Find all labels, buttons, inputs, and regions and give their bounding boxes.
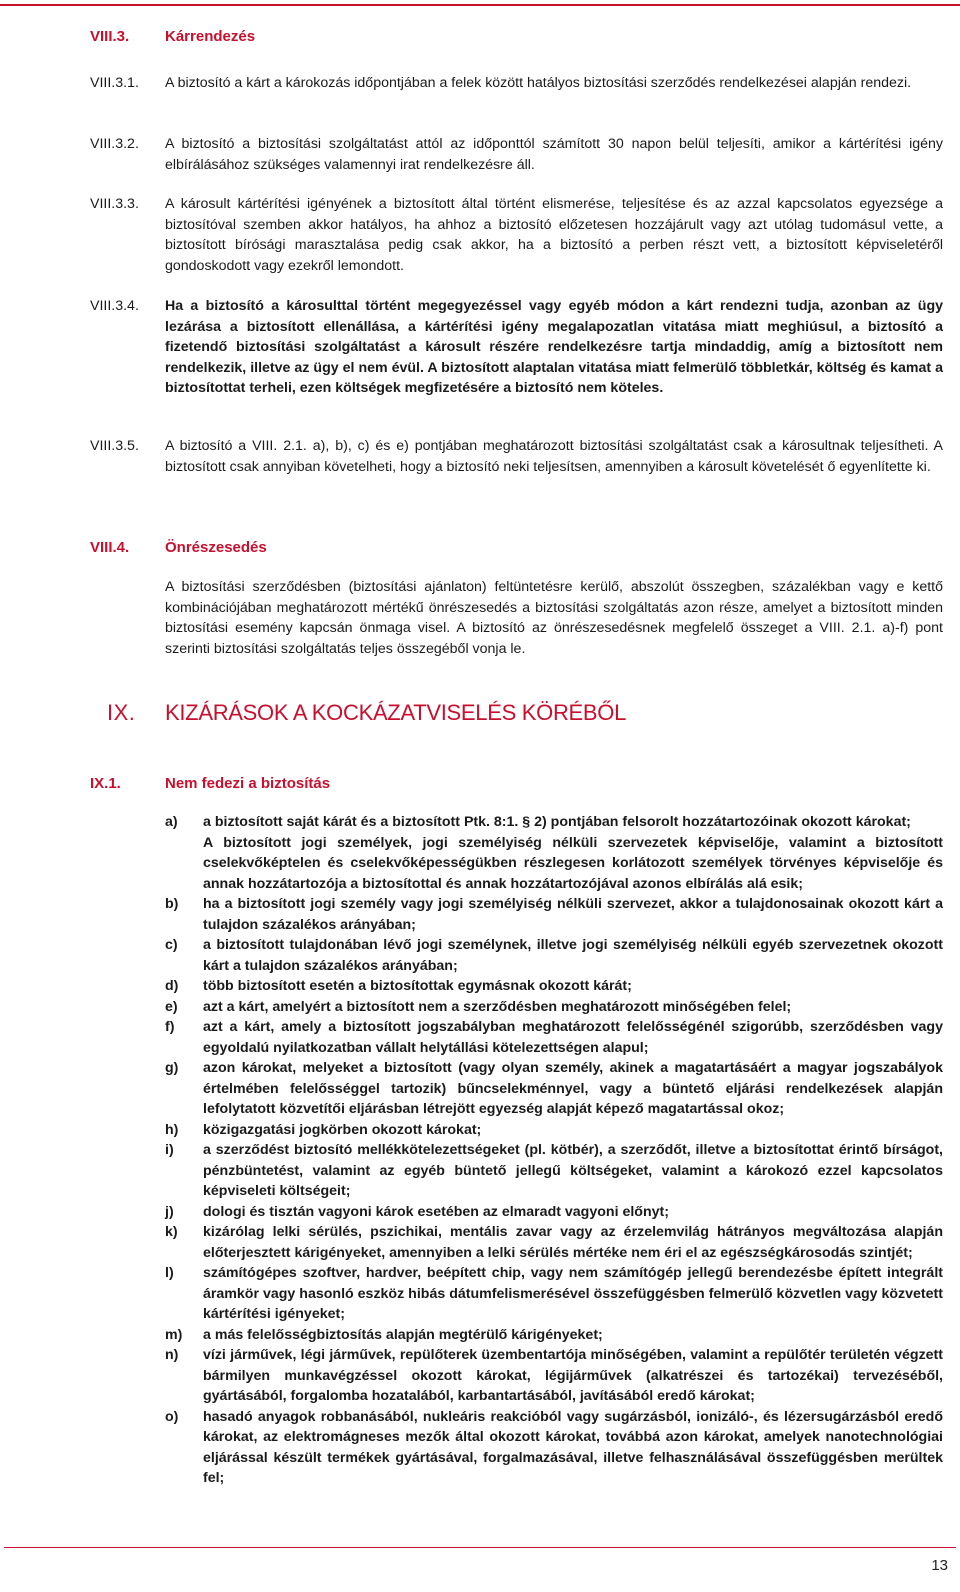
clause-number: VIII.3.2. [90,136,139,152]
list-item-text: azt a kárt, amely a biztosított jogszabályban meghatározott felelősségénél szigorúbb, szerződésben vagy egyoldalú nyilatkozatban vállalt helytállási kötelezettségen alapul; [203,1019,943,1056]
paragraph-text: A biztosítási szerződésben (biztosítási ajánlaton) feltüntetésre kerülő, abszolút összegben, százalékban vagy e kettő kombinációjában meghatározott mértékű önrészesedés a biztosítási szolgáltatás azon része, amelyet a biztosított minden biztosítási esemény kapcsán önmaga visel. A biztosító az önrészesedésnek megfelelő összeget a VIII. 2.1. a)-f) pont szerinti biztosítási szolgáltatás teljes összegéből vonja le. [165,579,943,657]
list-item-text: a más felelősségbiztosítás alapján megtérülő kárigényeket; [203,1326,603,1343]
list-item [165,1325,943,1346]
list-letter: l) [165,1265,174,1281]
list-letter: a) [165,814,178,830]
list-item-text: kizárólag lelki sérülés, pszichikai, mentális zavar vagy az érzelemvilág hátrányos megváltozása alapján előterjesztett kárigényeket, amennyiben a lelki sérülés mértéke nem éri el az egészségkárosodás szintjét; [203,1224,943,1261]
list-item [165,1120,943,1141]
list-item-text: azon károkat, melyeket a biztosított (vagy olyan személy, akinek a magatartásáért a magyar jogszabályok értelmében felelősséggel tartozik) bűncselekménnyel, vagy a büntető eljárási rendelkezések alapján lefolytatott közvetítői eljárásban létrejött egyezség alapját képező magatartással okoz; [203,1060,943,1117]
list-letter: n) [165,1347,179,1363]
list-item [165,976,943,997]
list-item-text: azt a kárt, amelyért a biztosított nem a szerződésben meghatározott minőségében felel; [203,998,792,1015]
list-letter: b) [165,896,179,912]
list-item [165,1222,943,1263]
list-letter: m) [165,1326,183,1343]
top-accent-rule [0,4,960,6]
list-item [165,997,943,1018]
list-item [165,1407,943,1489]
list-item [165,894,943,935]
list-item [165,1017,943,1058]
list-item-text: vízi járművek, légi járművek, repülőterek üzembentartója minőségében, valamint a repülőtér területén végzett bármilyen munkavégzéssel okozott károkat, légijárművek (alkatrészei és tartozékai) tervezéséből, gyártásából, forgalomba hozatalából, karbantartásából, javításából eredő károkat; [203,1347,943,1404]
clause-text: A biztosító a biztosítási szolgáltatást attól az időponttól számított 30 napon belül teljesíti, amikor a kártérítési igény elbírálásához szükséges valamennyi irat rendelkezésre áll. [165,136,943,173]
list-item [165,1345,943,1407]
list-item-text: több biztosított esetén a biztosítottak egymásnak okozott kárát; [203,978,632,994]
section-number: VIII.4. [90,539,130,556]
list-letter: e) [165,998,178,1015]
list-letter: k) [165,1224,178,1240]
clause-text: A biztosító a VIII. 2.1. a), b), c) és e) pontjában meghatározott biztosítási szolgáltatást csak a károsultnak teljesítheti. A biztosított csak annyiban követelheti, hogy a biztosító neki teljesítsen, amennyiben a károsult követelését ő egyenlítette ki. [165,438,943,475]
list-item-text: közigazgatási jogkörben okozott károkat; [203,1121,482,1138]
clause-text: Ha a biztosító a károsulttal történt megegyezéssel vagy egyéb módon a kárt rendezni tudja, azonban az ügy lezárása a biztosított ellenállása, a kártérítési igény megalapozatlan vitatása miatt meghiúsul, a biztosító a fizetendő biztosítási szolgáltatást a károsult részére rendelkezésre tartja mindaddig, amíg a biztosított nem rendelkezik, illetve az ügy el nem évül. A biztosított alaptalan vitatása miatt felmerülő többletkár, költség és kamat a biztosítottat terheli, ezen költségek megfizetésére a biztosító nem köteles. [165,298,943,396]
list-item-text: a biztosított tulajdonában lévő jogi személynek, illetve jogi személyiség nélküli egyéb szervezetnek okozott kárt a tulajdon százalékos arányában; [203,937,943,974]
clause-text: A biztosító a kárt a károkozás időpontjában a felek között hatályos biztosítási szerződés rendelkezései alapján rendezi. [165,75,912,91]
list-letter: h) [165,1121,179,1138]
list-item [165,812,943,894]
clause-number: VIII.3.5. [90,438,139,454]
list-item-text: hasadó anyagok robbanásából, nukleáris reakcióból vagy sugárzásból, ionizáló-, és lézersugárzásból eredő károkat, az elektromágneses mezők által okozott károkat, továbbá azon károkat, amelyek nanotechnológiai eljárással készült termékek gyártásával, forgalmazásával, illetve felhasználásával összefüggésben merültek fel; [203,1408,943,1486]
section-title: Önrészesedés [165,539,267,556]
list-item-text: számítógépes szoftver, hardver, beépített chip, vagy nem számítógép jellegű berendezésbe épített integrált áramkör vagy hasonló eszköz hibás dátumfelismerésével összefüggésben felmerülő közvetlen vagy közvetett kártérítési igényeket; [203,1265,943,1322]
list-item [165,1202,943,1223]
list-item-text: a szerződést biztosító mellékkötelezettségeket (pl. kötbér), a szerződőt, illetve a biztosítottat érintő bírságot, pénzbüntetést, valamint az egyéb büntető jellegű költségeket, valamint a károkozó ezzel kapcsolatos képviseleti költségeit; [203,1142,943,1199]
section-title: Nem fedezi a biztosítás [165,775,331,792]
list-letter: i) [165,1142,174,1158]
section-number: VIII.3. [90,28,130,45]
page-number: 13 [931,1557,948,1574]
list-letter: g) [165,1060,179,1076]
clause-text: A károsult kártérítési igényének a biztosított által történt elismerése, teljesítése és az azzal kapcsolatos egyezsége a biztosítóval szemben akkor hatályos, ha ahhoz a biztosító előzetesen hozzájárult vagy azt utólag tudomásul vette, a biztosított bírósági marasztalása pedig csak akkor, ha a biztosító a perben részt vett, a biztosított képviseletéről gondoskodott vagy ezekről lemondott. [165,196,943,274]
list-letter: d) [165,978,179,994]
section-title: Kárrendezés [165,28,256,45]
bottom-accent-rule [4,1547,956,1548]
chapter-title: KIZÁRÁSOK A KOCKÁZATVISELÉS KÖRÉBŐL [165,700,627,725]
list-letter: c) [165,937,178,953]
list-item [165,935,943,976]
clause-number: VIII.3.1. [90,75,139,91]
list-letter: o) [165,1408,179,1425]
list-letter: f) [165,1019,175,1035]
list-item-text: ha a biztosított jogi személy vagy jogi személyiség nélküli szervezet, akkor a tulajdonosainak okozott kárt a tulajdon százalékos arányában; [203,896,943,933]
list-item-subtext: A biztosított jogi személyek, jogi személyiség nélküli szervezetek képviselője, valamint a biztosított cselekvőképtelen és cselekvőképességükben részlegesen korlátozott személyek törvényes képviselője és annak hozzátartozója a biztosítottal és annak hozzátartozójával azonos elbírálás alá esik; [203,834,943,892]
clause-number: VIII.3.3. [90,196,139,212]
list-item [165,1140,943,1202]
chapter-number: IX. [107,700,136,725]
list-item [165,1058,943,1120]
exclusions-list [165,812,943,1489]
section-number: IX.1. [90,775,121,792]
clause-number: VIII.3.4. [90,298,139,314]
list-item-text: a biztosított saját kárát és a biztosított Ptk. 8:1. § 2) pontjában felsorolt hozzátartozóinak okozott károkat; [203,814,911,830]
list-letter: j) [165,1203,174,1220]
list-item-text: dologi és tisztán vagyoni károk esetében az elmaradt vagyoni előnyt; [203,1203,669,1220]
list-item [165,1263,943,1325]
